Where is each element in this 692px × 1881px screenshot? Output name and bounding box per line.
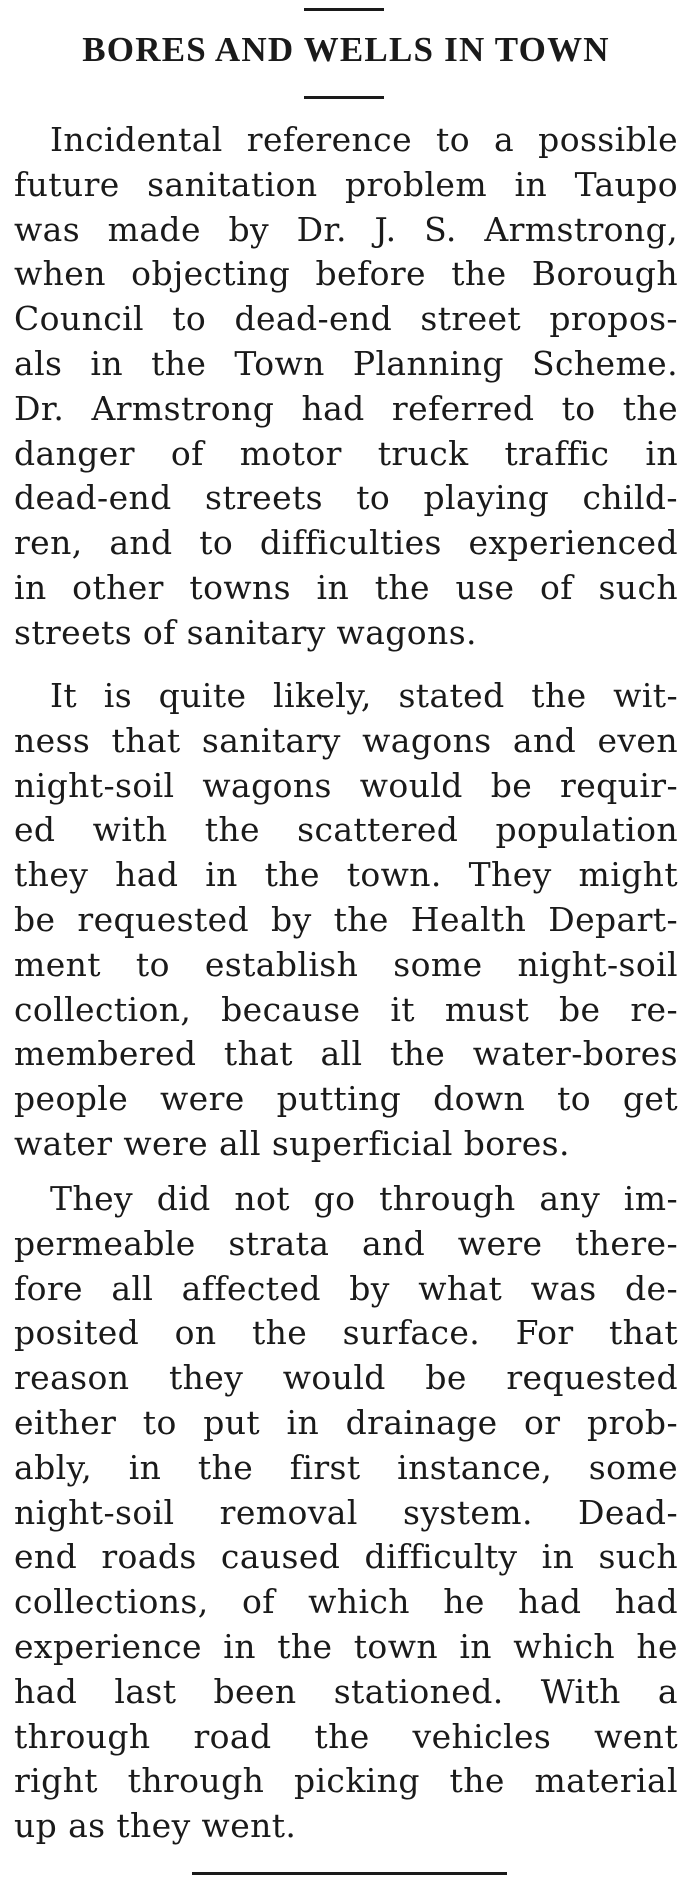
text-line: when objecting before the Borough bbox=[14, 254, 678, 294]
paragraph-3 bbox=[14, 1177, 678, 1849]
text-line: dead-end streets to playing child- bbox=[14, 478, 678, 518]
text-line: they had in the town. They might bbox=[14, 855, 678, 895]
text-line: experience in the town in which he bbox=[14, 1626, 678, 1666]
text-line: ably, in the first instance, some bbox=[14, 1447, 678, 1487]
text-line: collection, because it must be re- bbox=[14, 989, 678, 1029]
text-line: people were putting down to get bbox=[14, 1079, 678, 1119]
paragraph-1 bbox=[14, 118, 678, 656]
text-line: permeable strata and were there- bbox=[14, 1223, 678, 1263]
text-line: water were all superficial bores. bbox=[14, 1123, 570, 1163]
text-line: Dr. Armstrong had referred to the bbox=[14, 388, 678, 428]
text-line: ed with the scattered population bbox=[14, 810, 678, 850]
text-line: membered that all the water-bores bbox=[14, 1034, 678, 1074]
text-line: was made by Dr. J. S. Armstrong, bbox=[14, 209, 678, 249]
text-line: ren, and to difficulties experienced bbox=[14, 523, 678, 563]
text-line: als in the Town Planning Scheme. bbox=[14, 343, 678, 383]
top-rule bbox=[304, 8, 384, 11]
text-line: through road the vehicles went bbox=[14, 1716, 678, 1756]
text-line: up as they went. bbox=[14, 1806, 297, 1846]
text-line: reason they would be requested bbox=[14, 1358, 678, 1398]
text-line: either to put in drainage or prob- bbox=[14, 1402, 678, 1442]
text-line: fore all affected by what was de- bbox=[14, 1268, 678, 1308]
text-line: ness that sanitary wagons and even bbox=[14, 720, 678, 760]
text-line: Incidental reference to a possible bbox=[50, 120, 678, 159]
text-line: Council to dead-end street propos- bbox=[14, 299, 678, 339]
text-line: danger of motor truck traffic in bbox=[14, 433, 678, 473]
text-line: had last been stationed. With a bbox=[14, 1671, 678, 1711]
article-column bbox=[14, 0, 678, 1881]
text-line: collections, of which he had had bbox=[14, 1582, 678, 1622]
text-line: night-soil wagons would be requir- bbox=[14, 765, 678, 805]
text-line: end roads caused difficulty in such bbox=[14, 1537, 678, 1577]
text-line: be requested by the Health Depart- bbox=[14, 899, 678, 939]
text-line: posited on the surface. For that bbox=[14, 1313, 678, 1353]
headline-rule bbox=[304, 96, 384, 99]
text-line: It is quite likely, stated the wit- bbox=[50, 676, 678, 715]
text-line: future sanitation problem in Taupo bbox=[14, 164, 678, 204]
text-line: streets of sanitary wagons. bbox=[14, 612, 477, 652]
headline: BORES AND WELLS IN TOWN bbox=[82, 30, 610, 69]
text-line: night-soil removal system. Dead- bbox=[14, 1492, 678, 1532]
paragraph-2 bbox=[14, 674, 678, 1167]
text-line: ment to establish some night-soil bbox=[14, 944, 678, 984]
text-line: They did not go through any im- bbox=[50, 1179, 678, 1218]
text-line: right through picking the material bbox=[14, 1761, 678, 1801]
text-line: in other towns in the use of such bbox=[14, 567, 678, 607]
bottom-rule bbox=[192, 1872, 507, 1875]
